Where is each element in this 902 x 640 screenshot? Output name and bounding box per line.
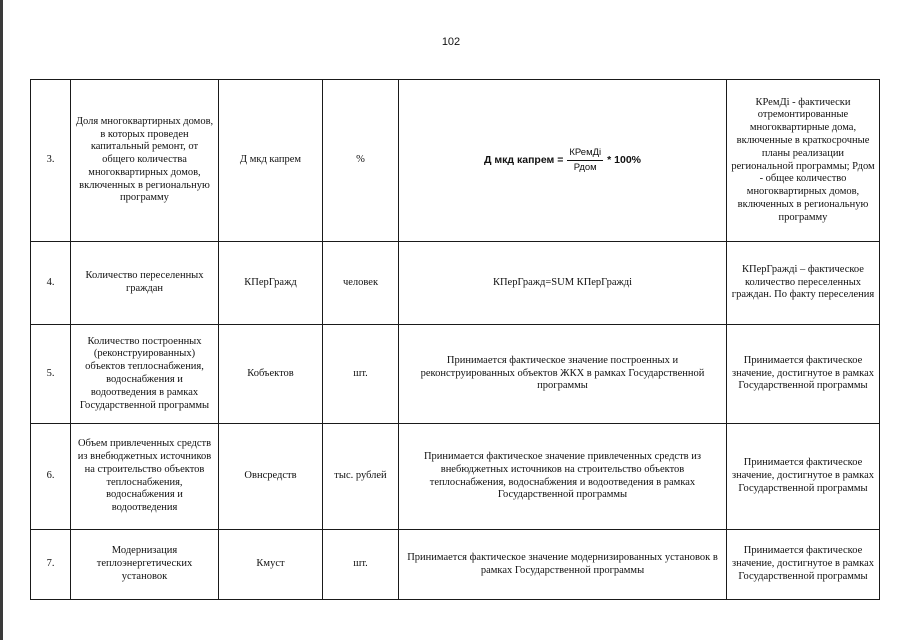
unit: человек bbox=[323, 242, 399, 325]
unit: тыс. рублей bbox=[323, 424, 399, 530]
table-row bbox=[31, 80, 880, 242]
formula-lhs: Д мкд капрем = bbox=[483, 154, 564, 167]
indicator-symbol: Кмуст bbox=[219, 530, 323, 600]
calculation-method: Принимается фактическое значение привлеченных средств из внебюджетных источников на строительство объектов теплоснабжения, водоснабжения и водоотведения в рамках Государственной программы bbox=[399, 424, 727, 530]
indicator-name: Доля многоквартирных домов, в которых проведен капитальный ремонт, от общего количества многоквартирных домов, включенных в региональную программу bbox=[71, 80, 219, 242]
indicator-symbol: Кобъектов bbox=[219, 325, 323, 424]
indicator-note: Принимается фактическое значение, достигнутое в рамках Государственной программы bbox=[727, 325, 880, 424]
table-row bbox=[31, 242, 880, 325]
row-number: 6. bbox=[31, 424, 71, 530]
calculation-method: Принимается фактическое значение построенных и реконструированных объектов ЖКХ в рамках Государственной программы bbox=[399, 325, 727, 424]
calculation-method: Принимается фактическое значение модернизированных установок в рамках Государственной программы bbox=[399, 530, 727, 600]
indicator-name: Модернизация теплоэнергетических установок bbox=[71, 530, 219, 600]
indicator-symbol: КПерГражд bbox=[219, 242, 323, 325]
scan-edge bbox=[0, 0, 3, 640]
table-row bbox=[31, 530, 880, 600]
indicator-note: Принимается фактическое значение, достигнутое в рамках Государственной программы bbox=[727, 424, 880, 530]
formula-rhs: * 100% bbox=[607, 154, 642, 167]
indicator-symbol: Овнсредств bbox=[219, 424, 323, 530]
page-number: 102 bbox=[441, 36, 461, 48]
unit: % bbox=[323, 80, 399, 242]
calculation-formula bbox=[399, 80, 727, 242]
calculation-method: КПерГражд=SUM КПерГраждi bbox=[399, 242, 727, 325]
row-number: 5. bbox=[31, 325, 71, 424]
row-number: 3. bbox=[31, 80, 71, 242]
indicator-name: Объем привлеченных средств из внебюджетных источников на строительство объектов теплоснабжения, водоснабжения и водоотведения bbox=[71, 424, 219, 530]
table-row bbox=[31, 424, 880, 530]
formula bbox=[484, 147, 641, 173]
indicator-name: Количество построенных (реконструированных) объектов теплоснабжения, водоснабжения и водоотведения в рамках Государственной программы bbox=[71, 325, 219, 424]
indicator-name: Количество переселенных граждан bbox=[71, 242, 219, 325]
unit: шт. bbox=[323, 325, 399, 424]
indicators-table bbox=[30, 79, 880, 600]
indicator-note: КПерГраждi – фактическое количество переселенных граждан. По факту переселения bbox=[727, 242, 880, 325]
indicator-note: КРемДi - фактически отремонтированные многоквартирные дома, включенные в краткосрочные планы реализации региональной программы; Рдом - общее количество многоквартирных домов, включенных в региональную программу bbox=[727, 80, 880, 242]
formula-fraction bbox=[567, 147, 603, 173]
indicator-symbol: Д мкд капрем bbox=[219, 80, 323, 242]
row-number: 4. bbox=[31, 242, 71, 325]
formula-numerator: КРемДi bbox=[567, 147, 603, 161]
indicator-note: Принимается фактическое значение, достигнутое в рамках Государственной программы bbox=[727, 530, 880, 600]
row-number: 7. bbox=[31, 530, 71, 600]
formula-denominator: Рдом bbox=[573, 162, 597, 173]
unit: шт. bbox=[323, 530, 399, 600]
table-row bbox=[31, 325, 880, 424]
